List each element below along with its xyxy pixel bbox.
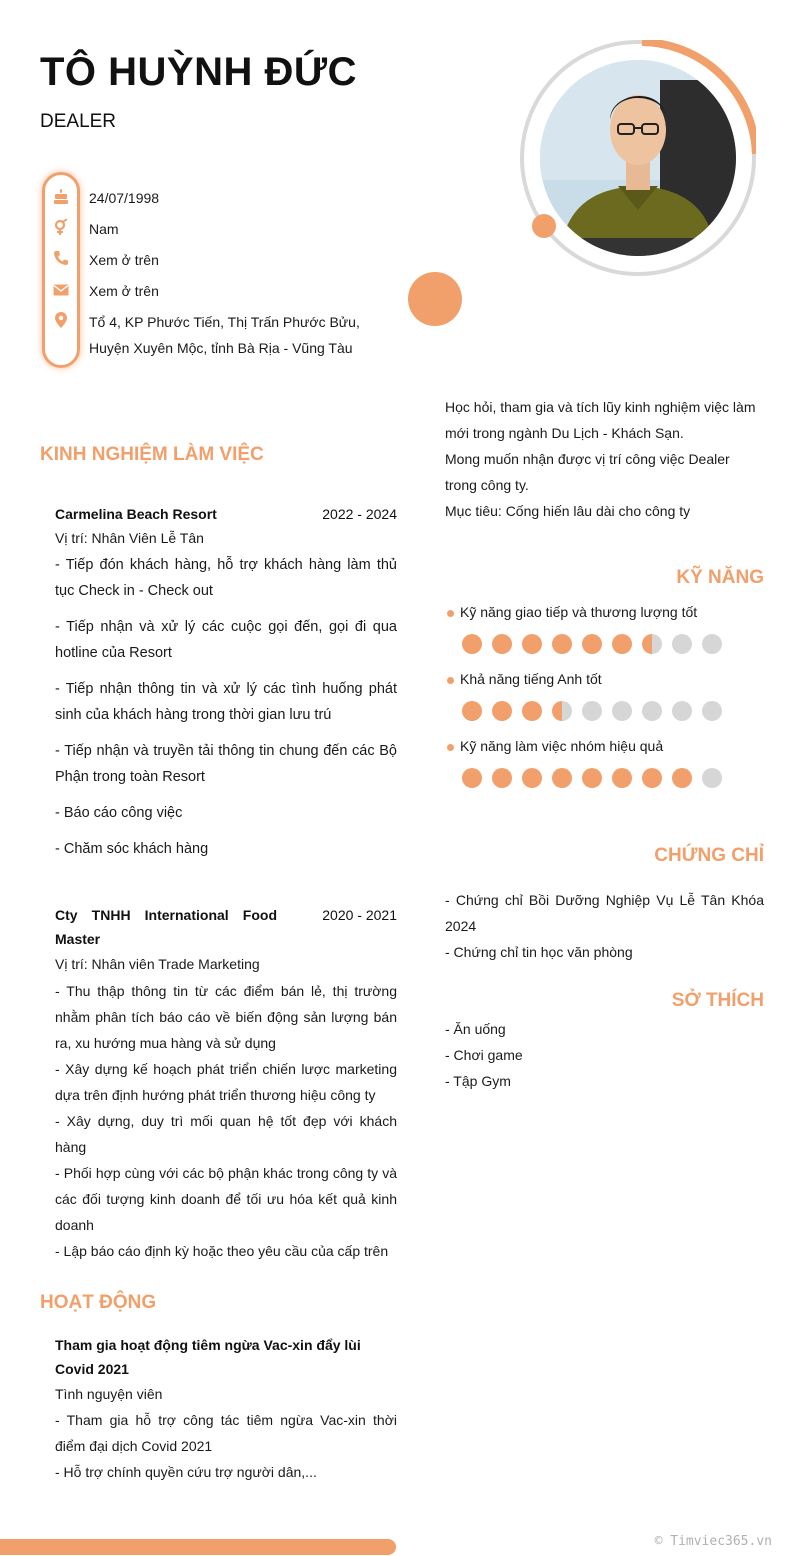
skill-dot xyxy=(582,634,602,654)
job-duty-item: - Báo cáo công việc xyxy=(55,805,183,821)
profile-photo xyxy=(540,60,736,256)
job-duty-item: - Xây dựng kế hoạch phát triển chiến lược marketing dựa trên định hướng phát triển thương hiệu công ty xyxy=(55,1061,397,1103)
activity-role: Tình nguyện viên xyxy=(55,1386,163,1402)
skill-dot xyxy=(552,701,572,721)
job-duty-item: - Chăm sóc khách hàng xyxy=(55,841,209,857)
skill-dot xyxy=(642,701,662,721)
birthday-cake-icon xyxy=(53,189,69,205)
contact-address-line2: Huyện Xuyên Mộc, tỉnh Bà Rịa - Vũng Tàu xyxy=(89,340,353,356)
skill-dot xyxy=(612,634,632,654)
skill-dot xyxy=(612,768,632,788)
activities-section-title: HOẠT ĐỘNG xyxy=(40,1292,157,1313)
skill-dot xyxy=(672,634,692,654)
skill-dot xyxy=(672,768,692,788)
skill-dot xyxy=(672,701,692,721)
skill-dot xyxy=(492,701,512,721)
activity-item: - Tham gia hỗ trợ công tác tiêm ngừa Vac-xin thời điểm đại dịch Covid 2021 xyxy=(55,1412,397,1454)
skill-dot xyxy=(522,768,542,788)
skill-dot xyxy=(462,701,482,721)
job-duties xyxy=(55,978,397,1264)
footer-brand-watermark: © Timviec365.vn xyxy=(654,1534,772,1549)
job-duty-item: - Tiếp nhận và xử lý các cuộc gọi đến, gọi đi qua hotline của Resort xyxy=(55,619,397,661)
avatar-accent-dot xyxy=(532,214,556,238)
hobby-item: - Ăn uống xyxy=(445,1021,506,1037)
contact-birthday: 24/07/1998 xyxy=(89,190,160,206)
skills-section-title: KỸ NĂNG xyxy=(676,567,764,588)
job-position: Vị trí: Nhân viên Trade Marketing xyxy=(55,956,260,972)
gender-icon xyxy=(53,219,69,235)
job-duty-item: - Tiếp nhận và truyền tải thông tin chung đến các Bộ Phận trong toàn Resort xyxy=(55,743,397,785)
certificates-list xyxy=(445,887,764,965)
contact-phone: Xem ở trên xyxy=(89,252,159,268)
avatar xyxy=(540,60,736,256)
skill-name: Kỹ năng làm việc nhóm hiệu quả xyxy=(460,738,664,754)
job-duty-item: - Tiếp đón khách hàng, hỗ trợ khách hàng làm thủ tục Check in - Check out xyxy=(55,557,397,599)
decorative-dot xyxy=(408,272,462,326)
skill-dot xyxy=(582,768,602,788)
activity-item: - Hỗ trợ chính quyền cứu trợ người dân,... xyxy=(55,1464,317,1480)
certificates-section-title: CHỨNG CHỈ xyxy=(654,845,764,866)
job-company-text: Cty TNHH International Food Master xyxy=(55,907,277,947)
skill-dot xyxy=(702,634,722,654)
skill-dot xyxy=(702,701,722,721)
skill-dot xyxy=(492,634,512,654)
job-duty-item: - Phối hợp cùng với các bộ phận khác trong công ty và các đối tượng kinh doanh để tối ưu hóa kết quả kinh doanh xyxy=(55,1165,397,1233)
objective-line: Mong muốn nhận được vị trí công việc Dealer trong công ty. xyxy=(445,451,730,493)
job-company xyxy=(55,903,277,951)
job-duty-item: - Xây dựng, duy trì mối quan hệ tốt đẹp với khách hàng xyxy=(55,1113,397,1155)
activity-items xyxy=(55,1407,397,1485)
job-duties xyxy=(55,552,397,862)
career-objective xyxy=(445,394,765,524)
skill-name: Khả năng tiếng Anh tốt xyxy=(460,671,602,687)
certificate-item: - Chứng chỉ Bồi Dưỡng Nghiệp Vụ Lễ Tân Khóa 2024 xyxy=(445,892,764,934)
skill-dot xyxy=(462,768,482,788)
skill-rating xyxy=(462,634,722,654)
skill-dot xyxy=(552,768,572,788)
skill-dot xyxy=(642,634,662,654)
contact-email: Xem ở trên xyxy=(89,283,159,299)
objective-line: Học hỏi, tham gia và tích lũy kinh nghiệm việc làm mới trong ngành Du Lịch - Khách Sạn. xyxy=(445,399,756,441)
job-duty-item: - Tiếp nhận thông tin và xử lý các tình huống phát sinh của khách hàng trong thời gian lưu trú xyxy=(55,681,397,723)
footer-accent-bar xyxy=(0,1539,396,1555)
email-icon xyxy=(53,282,69,298)
skill-bullet xyxy=(447,744,454,751)
hobbies-section-title: SỞ THÍCH xyxy=(671,990,764,1011)
objective-line: Mục tiêu: Cống hiến lâu dài cho công ty xyxy=(445,503,691,519)
skill-dot xyxy=(492,768,512,788)
candidate-name: TÔ HUỲNH ĐỨC xyxy=(40,50,357,94)
job-company: Carmelina Beach Resort xyxy=(55,506,217,522)
hobby-item: - Chơi game xyxy=(445,1047,523,1063)
skill-name: Kỹ năng giao tiếp và thương lượng tốt xyxy=(460,604,698,620)
job-duty-item: - Lập báo cáo định kỳ hoặc theo yêu cầu của cấp trên xyxy=(55,1243,389,1259)
skill-rating xyxy=(462,701,722,721)
job-period: 2020 - 2021 xyxy=(322,907,397,923)
hobbies-list xyxy=(445,1016,764,1094)
job-position: Vị trí: Nhân Viên Lễ Tân xyxy=(55,530,204,546)
contact-gender: Nam xyxy=(89,221,119,237)
skill-dot xyxy=(582,701,602,721)
skill-dot xyxy=(522,634,542,654)
skill-dot xyxy=(642,768,662,788)
skill-dot xyxy=(612,701,632,721)
certificate-item: - Chứng chỉ tin học văn phòng xyxy=(445,944,633,960)
skill-dot xyxy=(462,634,482,654)
job-duty-item: - Thu thập thông tin từ các điểm bán lẻ, thị trường nhằm phân tích báo cáo về biến động sản lượng bán ra, xu hướng mua hàng và sử dụng xyxy=(55,983,397,1051)
skill-bullet xyxy=(447,610,454,617)
job-title: DEALER xyxy=(40,111,117,132)
experience-section-title: KINH NGHIỆM LÀM VIỆC xyxy=(40,444,264,465)
contact-address: Tổ 4, KP Phước Tiến, Thị Trấn Phước Bửu, xyxy=(89,314,360,330)
skill-dot xyxy=(702,768,722,788)
activity-name: Tham gia hoạt động tiêm ngừa Vac-xin đẩy lùi Covid 2021 xyxy=(55,1337,361,1377)
location-pin-icon xyxy=(53,312,69,328)
skill-dot xyxy=(552,634,572,654)
hobby-item: - Tập Gym xyxy=(445,1073,511,1089)
phone-icon xyxy=(53,250,69,266)
job-period: 2022 - 2024 xyxy=(322,506,397,522)
skill-dot xyxy=(522,701,542,721)
skill-bullet xyxy=(447,677,454,684)
skill-rating xyxy=(462,768,722,788)
